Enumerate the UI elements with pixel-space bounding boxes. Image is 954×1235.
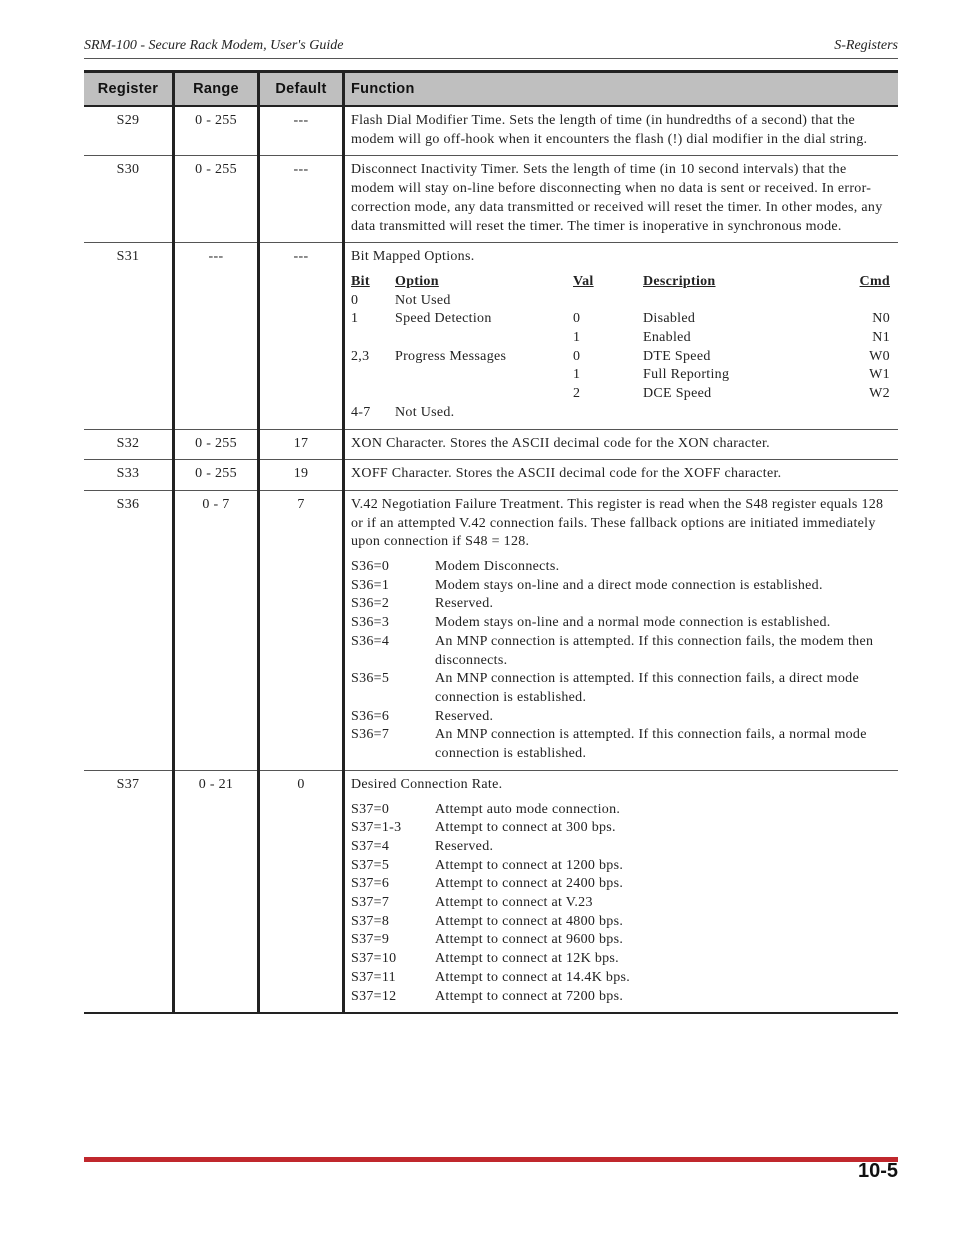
option-value (395, 385, 573, 404)
option-item (351, 969, 890, 988)
option-text: Attempt to connect at 9600 bps. (435, 932, 624, 948)
cmd-value: W1 (869, 367, 890, 383)
table-row-s32 (84, 429, 898, 460)
option-key: S37=11 (351, 969, 396, 985)
function-cell (344, 106, 899, 156)
option-item (351, 614, 890, 633)
header-doc-title: SRM-100 - Secure Rack Modem, User's Guide (84, 38, 344, 53)
option-value: Not Used. (395, 404, 455, 420)
option-key: S37=8 (351, 913, 390, 929)
option-item (351, 577, 890, 596)
option-value: Speed Detection (395, 311, 492, 327)
option-key: S36=2 (351, 596, 390, 612)
bit-value (351, 366, 395, 385)
default-cell: --- (259, 156, 344, 243)
bit-value: 4-7 (351, 404, 371, 420)
option-value: Progress Messages (395, 348, 507, 364)
option-item (351, 988, 890, 1007)
option-key: S37=12 (351, 988, 397, 1004)
col-function: Function (344, 72, 899, 107)
val-header: Val (573, 273, 594, 289)
range-cell: 0 - 255 (174, 156, 259, 243)
col-range: Range (174, 72, 259, 107)
option-item (351, 913, 890, 932)
option-text: Attempt to connect at 12K bps. (435, 951, 619, 967)
option-item (351, 875, 890, 894)
function-description: XOFF Character. Stores the ASCII decimal code for the XOFF character. (351, 466, 782, 482)
option-text: Modem stays on-line and a direct mode connection is established. (435, 577, 823, 593)
description-value: Enabled (643, 330, 691, 346)
option-text: Modem stays on-line and a normal mode connection is established. (435, 615, 831, 631)
option-value (395, 366, 573, 385)
function-cell (344, 156, 899, 243)
range-cell: 0 - 255 (174, 429, 259, 460)
option-key: S37=9 (351, 932, 390, 948)
table-row-s37 (84, 770, 898, 1013)
option-item (351, 894, 890, 913)
bit-options-header (351, 273, 890, 292)
page-number: 10-5 (857, 1160, 898, 1182)
val-value: 1 (573, 330, 581, 346)
header-section-title: S-Registers (834, 38, 898, 53)
register-cell: S36 (84, 490, 174, 770)
function-description: XON Character. Stores the ASCII decimal code for the XON character. (351, 435, 770, 451)
register-cell: S31 (84, 243, 174, 429)
option-item (351, 950, 890, 969)
cmd-value (830, 404, 890, 423)
option-key: S36=3 (351, 615, 390, 631)
footer-accent-bar (84, 1157, 898, 1162)
option-key: S36=6 (351, 708, 390, 724)
function-description: Desired Connection Rate. (351, 776, 503, 792)
default-cell: 7 (259, 490, 344, 770)
option-key: S37=1-3 (351, 820, 402, 836)
description-value: DCE Speed (643, 386, 712, 402)
description-value: DTE Speed (643, 348, 711, 364)
function-cell (344, 429, 899, 460)
running-header (84, 38, 898, 59)
option-key: S37=6 (351, 876, 390, 892)
table-row-s30 (84, 156, 898, 243)
col-default: Default (259, 72, 344, 107)
val-value (573, 292, 643, 311)
option-item (351, 726, 890, 763)
register-cell: S30 (84, 156, 174, 243)
table-row-s29 (84, 106, 898, 156)
default-cell: 17 (259, 429, 344, 460)
option-key: S37=0 (351, 801, 390, 817)
function-description: Disconnect Inactivity Timer. Sets the length of time (in 10 second intervals) that the modem will stay on-line before disconnecting when no data is sent or received. In error-correction mode, any data transmitted or received will reset the timer. In other modes, any data transmitted will reset the timer. The timer is inoperative in synchronous mode. (351, 162, 883, 234)
val-value: 2 (573, 386, 581, 402)
option-text: Attempt to connect at 4800 bps. (435, 913, 624, 929)
option-text: Attempt to connect at 2400 bps. (435, 876, 624, 892)
cmd-value: W0 (869, 348, 890, 364)
bit-options-table (351, 273, 890, 423)
function-description: Flash Dial Modifier Time. Sets the length of time (in hundredths of a second) that the modem will go off-hook when it encounters the flash (!) dial modifier in the dial string. (351, 113, 868, 147)
option-item (351, 670, 890, 707)
range-cell: 0 - 7 (174, 490, 259, 770)
bit-option-row (351, 292, 890, 311)
function-cell (344, 490, 899, 770)
description-value: Full Reporting (643, 367, 730, 383)
option-item (351, 633, 890, 670)
option-key: S37=7 (351, 895, 390, 911)
option-text: Attempt to connect at 7200 bps. (435, 988, 624, 1004)
option-item (351, 558, 890, 577)
register-cell: S29 (84, 106, 174, 156)
range-cell: 0 - 21 (174, 770, 259, 1013)
option-item (351, 708, 890, 727)
option-key: S36=5 (351, 671, 390, 687)
option-key: S36=0 (351, 559, 390, 575)
table-row-s33 (84, 460, 898, 491)
description-header: Description (643, 273, 716, 289)
option-text: Modem Disconnects. (435, 559, 560, 575)
cmd-value: W2 (869, 386, 890, 402)
function-cell (344, 243, 899, 429)
table-header-row (84, 72, 898, 107)
val-value: 0 (573, 348, 581, 364)
bit-option-row (351, 329, 890, 348)
option-key: S37=5 (351, 857, 390, 873)
option-item (351, 801, 890, 820)
register-cell: S37 (84, 770, 174, 1013)
default-cell: 19 (259, 460, 344, 491)
val-value: 1 (573, 367, 581, 383)
val-value: 0 (573, 311, 581, 327)
option-text: An MNP connection is attempted. If this connection fails, a direct mode connection is established. (435, 671, 859, 705)
bit-option-row (351, 310, 890, 329)
option-item (351, 838, 890, 857)
table-row-s36 (84, 490, 898, 770)
val-value (573, 404, 643, 423)
default-cell: --- (259, 243, 344, 429)
option-key: S37=10 (351, 951, 397, 967)
bit-value (351, 385, 395, 404)
cmd-value (830, 292, 890, 311)
bit-option-row (351, 366, 890, 385)
option-header: Option (395, 273, 439, 289)
description-value (643, 404, 830, 423)
option-text: An MNP connection is attempted. If this connection fails, a normal mode connection is established. (435, 727, 867, 762)
register-cell: S32 (84, 429, 174, 460)
bit-option-row (351, 385, 890, 404)
range-cell: 0 - 255 (174, 460, 259, 491)
description-value (643, 292, 830, 311)
bit-option-row (351, 348, 890, 367)
table-row-s31 (84, 243, 898, 429)
option-key: S36=7 (351, 727, 390, 743)
bit-value: 0 (351, 292, 359, 308)
option-text: Attempt to connect at V.23 (435, 895, 593, 911)
option-text: Reserved. (435, 838, 494, 854)
function-description: V.42 Negotiation Failure Treatment. This register is read when the S48 register equals 128 or if an attempted V.42 connection fails. These fallback options are initiated immediately upon connection if S48 = 128. (351, 496, 884, 550)
option-text: Attempt to connect at 1200 bps. (435, 857, 624, 873)
bit-value: 2,3 (351, 348, 370, 364)
option-text: Attempt to connect at 14.4K bps. (435, 969, 631, 985)
cmd-header: Cmd (859, 273, 890, 289)
function-cell (344, 460, 899, 491)
option-text: Reserved. (435, 708, 494, 724)
option-item (351, 595, 890, 614)
option-text: Attempt auto mode connection. (435, 801, 621, 817)
col-register: Register (84, 72, 174, 107)
cmd-value: N0 (872, 311, 890, 327)
option-key: S36=4 (351, 633, 390, 649)
default-cell: --- (259, 106, 344, 156)
bit-value (351, 329, 395, 348)
option-text: An MNP connection is attempted. If this connection fails, the modem then disconnects. (435, 633, 874, 668)
s-register-table (84, 70, 898, 1014)
option-item (351, 819, 890, 838)
option-item (351, 931, 890, 950)
function-cell (344, 770, 899, 1013)
description-value: Disabled (643, 311, 696, 327)
option-item (351, 857, 890, 876)
default-cell: 0 (259, 770, 344, 1013)
function-description: Bit Mapped Options. (351, 249, 475, 265)
range-cell: 0 - 255 (174, 106, 259, 156)
option-value: Not Used (395, 292, 451, 308)
option-text: Attempt to connect at 300 bps. (435, 820, 616, 836)
option-key: S36=1 (351, 577, 390, 593)
option-key: S37=4 (351, 838, 390, 854)
option-text: Reserved. (435, 596, 494, 612)
cmd-value: N1 (872, 330, 890, 346)
bit-option-row (351, 404, 890, 423)
range-cell: --- (174, 243, 259, 429)
option-value (395, 329, 573, 348)
bit-header: Bit (351, 273, 370, 289)
bit-value: 1 (351, 311, 359, 327)
register-cell: S33 (84, 460, 174, 491)
